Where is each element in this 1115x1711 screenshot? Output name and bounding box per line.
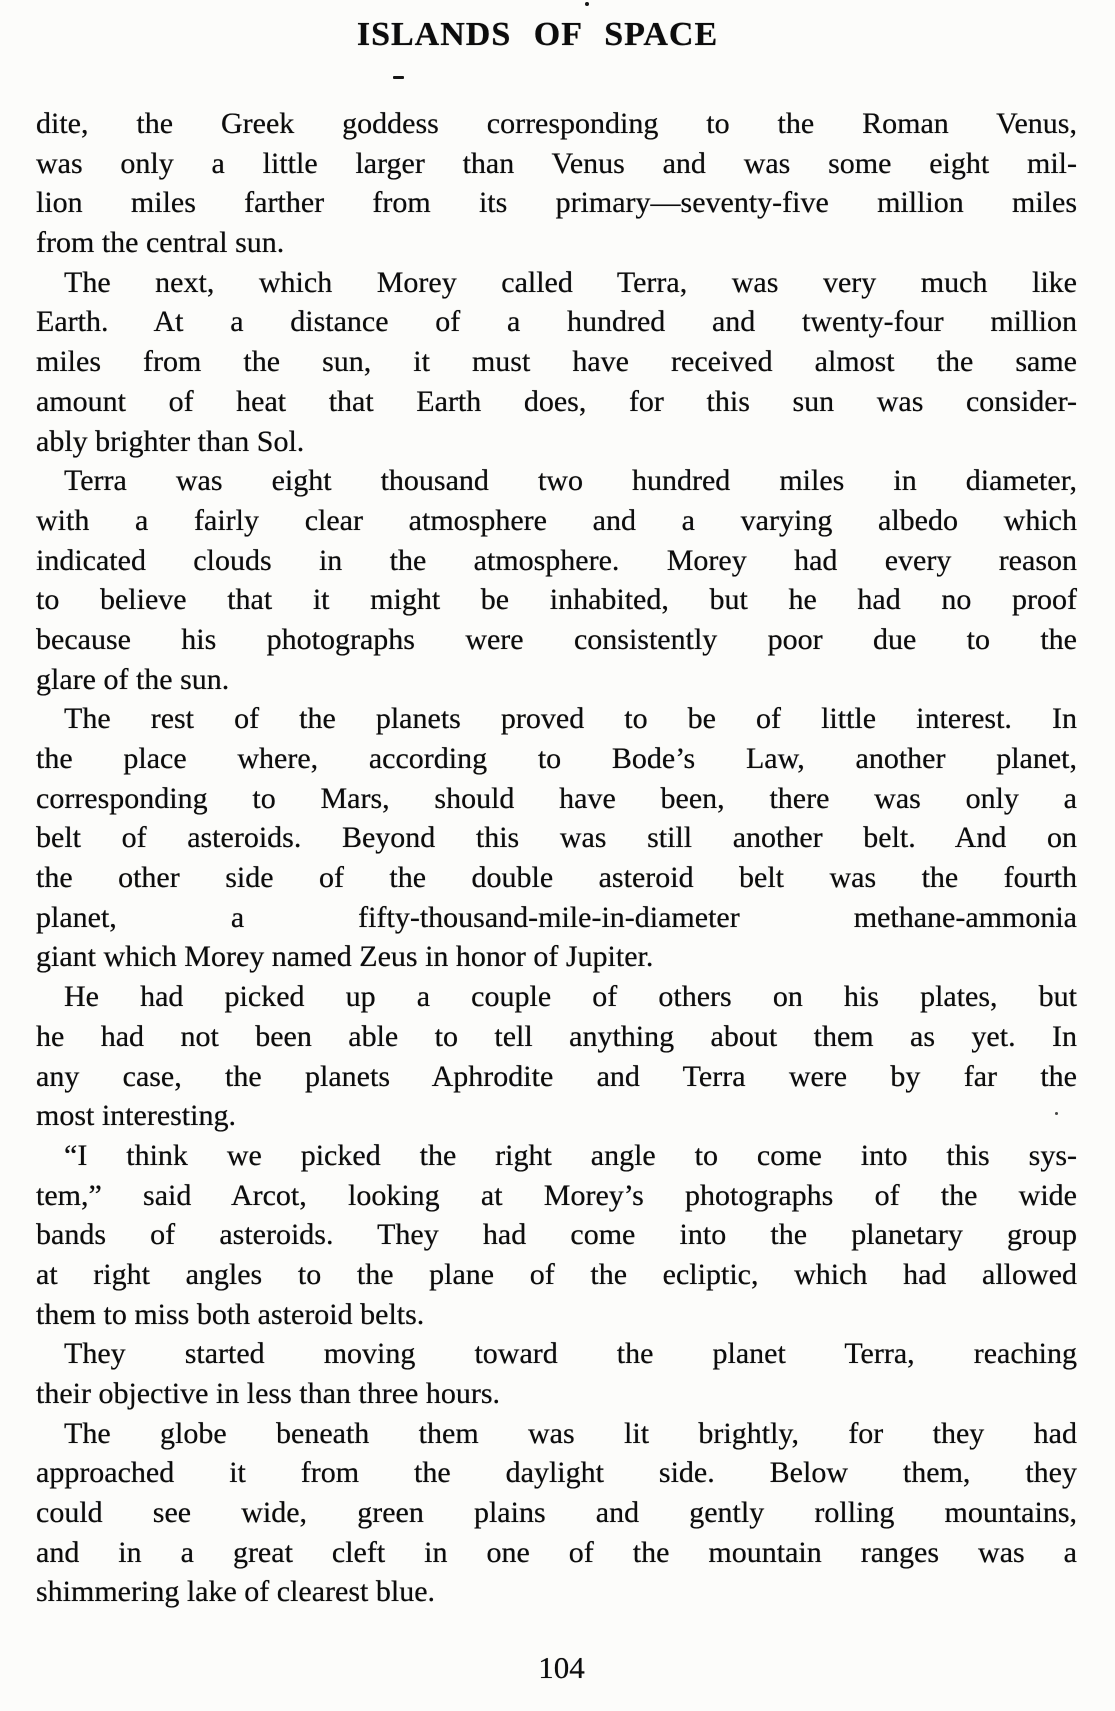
paragraph — [36, 1414, 1077, 1612]
text-line: he had not been able to tell anything about them as yet. In — [36, 1019, 1077, 1053]
paragraph — [36, 104, 1077, 263]
paragraph — [36, 1334, 1077, 1413]
paragraph — [36, 263, 1077, 461]
text-line: the other side of the double asteroid belt was the fourth — [36, 861, 1077, 895]
text-line: tem,” said Arcot, looking at Morey’s photographs of the wide — [36, 1178, 1077, 1212]
text-line: giant which Morey named Zeus in honor of Jupiter. — [36, 940, 654, 974]
text-line: their objective in less than three hours. — [36, 1377, 501, 1410]
text-line: ably brighter than Sol. — [36, 424, 305, 458]
text-line: They started moving toward the planet Terra, reaching — [64, 1337, 1077, 1371]
text-line: Terra was eight thousand two hundred miles in diameter, — [64, 464, 1077, 498]
text-line: “I think we picked the right angle to come into this sys- — [64, 1138, 1077, 1172]
scan-speck-artifact — [585, 2, 589, 6]
text-line: most interesting. — [36, 1099, 236, 1133]
page-number: 104 — [538, 1650, 585, 1685]
text-line: them to miss both asteroid belts. — [36, 1297, 425, 1331]
text-line: could see wide, green plains and gently rolling mountains, — [36, 1496, 1077, 1530]
text-line: any case, the planets Aphrodite and Terra were by far the — [36, 1059, 1077, 1093]
paragraph — [36, 461, 1077, 699]
text-line: dite, the Greek goddess corresponding to the Roman Venus, — [36, 107, 1077, 140]
text-line: miles from the sun, it must have received almost the same — [36, 345, 1077, 379]
text-line: because his photographs were consistently poor due to the — [36, 622, 1077, 656]
paragraph — [36, 1136, 1077, 1334]
text-line: approached it from the daylight side. Below them, they — [36, 1456, 1077, 1490]
text-line: from the central sun. — [36, 226, 285, 260]
text-line: planet, a fifty-thousand-mile-in-diameter methane-ammonia — [36, 900, 1077, 934]
text-line: the place where, according to Bode’s Law, another planet, — [36, 742, 1077, 775]
text-line: The globe beneath them was lit brightly, for they had — [64, 1416, 1077, 1450]
text-line: at right angles to the plane of the ecliptic, which had allowed — [36, 1257, 1077, 1291]
text-line: The next, which Morey called Terra, was very much like — [64, 265, 1077, 299]
paragraph — [36, 699, 1077, 977]
paragraph — [36, 977, 1077, 1136]
scan-dash-artifact — [393, 76, 404, 79]
page-header: ISLANDS OF SPACE — [356, 16, 719, 53]
text-line: corresponding to Mars, should have been, there was only a — [36, 781, 1077, 815]
text-line: with a fairly clear atmosphere and a varying albedo which — [36, 503, 1077, 537]
text-line: lion miles farther from its primary—seventy-five million miles — [36, 186, 1077, 220]
text-line: Earth. At a distance of a hundred and twenty-four million — [36, 305, 1077, 339]
text-line: belt of asteroids. Beyond this was still another belt. And on — [36, 821, 1077, 855]
text-body — [36, 104, 1077, 1612]
text-line: amount of heat that Earth does, for this sun was consider- — [36, 384, 1077, 418]
text-line: shimmering lake of clearest blue. — [36, 1575, 436, 1609]
text-line: glare of the sun. — [36, 662, 230, 696]
text-line: He had picked up a couple of others on his plates, but — [64, 980, 1077, 1014]
text-line: The rest of the planets proved to be of little interest. In — [64, 702, 1077, 736]
text-line: and in a great cleft in one of the mountain ranges was a — [36, 1535, 1077, 1569]
text-line: to believe that it might be inhabited, but he had no proof — [36, 583, 1077, 617]
text-line: bands of asteroids. They had come into the planetary group — [36, 1218, 1077, 1252]
text-line: was only a little larger than Venus and was some eight mil- — [36, 146, 1077, 180]
text-line: indicated clouds in the atmosphere. Morey had every reason — [36, 543, 1077, 577]
